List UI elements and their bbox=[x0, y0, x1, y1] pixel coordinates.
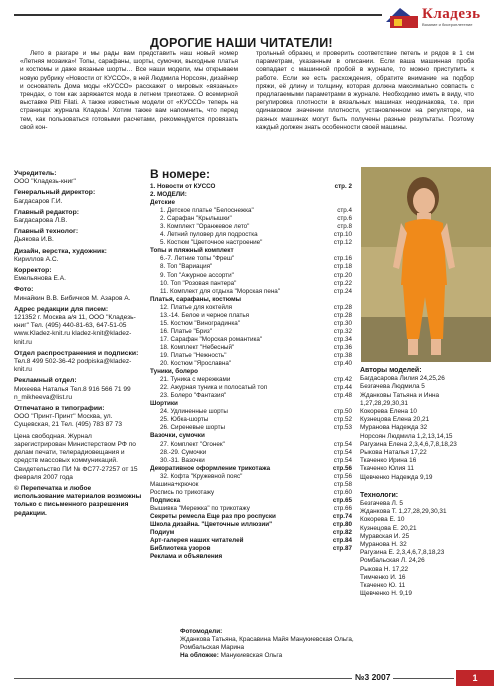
logo-text: Кладезь bbox=[422, 6, 481, 22]
toc-entry-title: 18. Комплект "Небесный" bbox=[160, 343, 235, 351]
toc-entry-title: 24. Удлиненные шорты bbox=[160, 408, 228, 416]
toc-entry-title: Библиотека узоров bbox=[150, 545, 211, 553]
author-entry: Ткаченко Юлия 11 bbox=[360, 465, 414, 473]
photo-credits bbox=[180, 628, 360, 660]
toc-entry bbox=[150, 312, 352, 320]
toc-entry-page: стр.56 bbox=[332, 464, 352, 472]
toc-entry-page: стр.40 bbox=[333, 360, 352, 368]
toc-entry bbox=[150, 497, 352, 505]
toc-entry bbox=[150, 424, 352, 432]
toc-entry bbox=[150, 545, 352, 553]
toc-entry-title: Подиум bbox=[150, 529, 175, 537]
technologist-entry: Безгачева Л. 5 bbox=[360, 500, 403, 508]
toc-entry-title: 22. Ажурная туника и полосатый топ bbox=[160, 384, 268, 392]
technologist-entry: Жданкова Т. 1,27,28,29,30,31 bbox=[360, 508, 447, 516]
imprint-text: Дьякова И.В. bbox=[14, 236, 54, 244]
toc-entry bbox=[150, 513, 352, 521]
imprint-block bbox=[14, 267, 142, 283]
toc-entry-page: стр.42 bbox=[333, 376, 352, 384]
toc-entry bbox=[150, 392, 352, 400]
technologist-entry: Тимченко И. 16 bbox=[360, 573, 406, 581]
toc-entry-title: Детские bbox=[150, 199, 176, 207]
logo-subtitle: Вязание и бисероплетение bbox=[422, 22, 473, 27]
toc-entry-page: стр.28 bbox=[333, 303, 352, 311]
toc-entry bbox=[150, 400, 352, 408]
toc-entry-title: 6.-7. Летние топы "Фреш" bbox=[160, 255, 235, 263]
cover-label: На обложке: bbox=[180, 652, 219, 659]
imprint-label: Адрес редакции для писем: bbox=[14, 305, 109, 313]
toc-entry-page: стр.74 bbox=[332, 512, 352, 520]
imprint-label: Корректор: bbox=[14, 267, 52, 275]
toc-entry-page: стр.6 bbox=[337, 215, 352, 223]
toc-entry bbox=[150, 481, 352, 489]
toc-entry-title: Туники, болеро bbox=[150, 368, 198, 376]
imprint-label: Главный технолог: bbox=[14, 228, 79, 236]
toc-entry-title: 9. Топ "Ажурное ассорти" bbox=[160, 271, 234, 279]
toc-entry bbox=[150, 449, 352, 457]
toc-entry bbox=[150, 344, 352, 352]
imprint-text: Багдасаров Г.И. bbox=[14, 197, 63, 205]
toc-entry-title: 11. Комплект для отдыха "Морская пена" bbox=[160, 287, 281, 295]
imprint-label: Фото: bbox=[14, 286, 34, 294]
imprint-label: Отдел распространения и подписки: bbox=[14, 349, 139, 357]
toc-entry bbox=[150, 537, 352, 545]
toc-entry-title: 21. Туника с мережками bbox=[160, 376, 231, 384]
imprint-block bbox=[14, 209, 142, 225]
toc-entry bbox=[150, 360, 352, 368]
technologist-entry: Ромбальская Л. 24,26 bbox=[360, 557, 425, 565]
toc-entry bbox=[150, 296, 352, 304]
toc-entry-title: 30.-31. Вазочки bbox=[160, 456, 205, 464]
models-names: Жданкова Татьяна, Красавина Майя Манукиевская Ольга, Ромбальская Марина bbox=[180, 636, 354, 651]
toc-entry bbox=[150, 255, 352, 263]
toc-entry-page: стр.18 bbox=[333, 263, 352, 271]
toc-entry-page: стр.54 bbox=[333, 448, 352, 456]
toc-entry-title: 28.-29. Сумочки bbox=[160, 448, 207, 456]
technologists-list bbox=[360, 500, 492, 598]
toc-entry bbox=[150, 441, 352, 449]
cover-name: Манукиевская Ольга bbox=[220, 652, 283, 659]
toc-entry bbox=[150, 183, 352, 191]
imprint-text: Кириллов А.С. bbox=[14, 255, 59, 263]
toc-entry-title: 10. Топ "Розовая пантера" bbox=[160, 279, 237, 287]
author-entry: Рагузина Елена 2,3,4,6,7,8,18,23 bbox=[360, 440, 457, 448]
imprint-text: Михеева Наталья Тел.8 916 566 71 99 n_mikheeva@list.ru bbox=[14, 385, 131, 401]
table-of-contents bbox=[150, 183, 352, 561]
toc-entry-title: 17. Сарафан "Морская романтика" bbox=[160, 335, 263, 343]
toc-entry bbox=[150, 457, 352, 465]
imprint-label: Генеральный директор: bbox=[14, 189, 96, 197]
toc-entry-page: стр.53 bbox=[333, 424, 352, 432]
toc-entry-title: 3. Комплект "Оранжевое лето" bbox=[160, 223, 250, 231]
toc-entry-page: стр.84 bbox=[332, 537, 352, 545]
toc-entry-title: 13.-14. Белое и черное платья bbox=[160, 311, 250, 319]
authors-list bbox=[360, 375, 492, 482]
imprint-text: Багдасарова Л.В. bbox=[14, 217, 68, 225]
toc-entry-title: 26. Сиреневые шорты bbox=[160, 424, 226, 432]
imprint-block bbox=[14, 405, 142, 430]
toc-entry-page: стр.65 bbox=[332, 496, 352, 504]
toc-entry-title: Вазочки, сумочки bbox=[150, 432, 205, 440]
imprint-column bbox=[14, 170, 142, 518]
toc-entry-page: стр.48 bbox=[333, 392, 352, 400]
toc-entry-title: 12. Платье для коктейля bbox=[160, 303, 233, 311]
authors-block bbox=[360, 367, 492, 598]
toc-entry-page: стр.12 bbox=[333, 239, 352, 247]
toc-entry bbox=[150, 489, 352, 497]
toc-entry bbox=[150, 231, 352, 239]
toc-entry bbox=[150, 416, 352, 424]
imprint-block bbox=[14, 189, 142, 205]
toc-entry-page: стр.82 bbox=[332, 529, 352, 537]
imprint-text: Тел.8 499 502-36-42 podpiska@kladez-knit.ru bbox=[14, 358, 132, 374]
toc-entry-title: 4. Летний пуловер для подростка bbox=[160, 231, 258, 239]
toc-entry-title: Машина+крючок bbox=[150, 480, 199, 488]
toc-entry-title: Платья, сарафаны, костюмы bbox=[150, 295, 242, 303]
toc-entry-title: Секреты ремесла Еще раз про роспуски bbox=[150, 512, 276, 520]
imprint-block bbox=[14, 170, 142, 186]
toc-entry-page: стр.16 bbox=[333, 255, 352, 263]
toc-entry-title: 8. Топ "Вариация" bbox=[160, 263, 213, 271]
author-entry: Муранова Надежда 32 bbox=[360, 424, 428, 432]
technologist-entry: Муранова Н. 32 bbox=[360, 541, 407, 549]
toc-entry-title: Декоративное оформление трикотажа bbox=[150, 464, 271, 472]
technologist-entry: Щевченко Н. 9,19 bbox=[360, 590, 412, 598]
imprint-text: ООО "Принт-Принт" Москва, ул. Сущевская, 21 Тел. (495) 783 87 73 bbox=[14, 413, 123, 429]
page-title: ДОРОГИЕ НАШИ ЧИТАТЕЛИ! bbox=[150, 36, 333, 50]
author-entry: Кузнецова Елена 20,21 bbox=[360, 416, 430, 424]
toc-entry-title: 15. Костюм "Виноградинка" bbox=[160, 319, 240, 327]
toc-entry-page: стр.22 bbox=[333, 279, 352, 287]
toc-entry bbox=[150, 304, 352, 312]
imprint-block bbox=[14, 306, 142, 347]
toc-entry bbox=[150, 215, 352, 223]
imprint-text: ООО "Кладезь-книг" bbox=[14, 178, 76, 186]
toc-entry-page: стр.54 bbox=[333, 456, 352, 464]
imprint-block bbox=[14, 350, 142, 375]
toc-entry bbox=[150, 376, 352, 384]
toc-entry-page: стр.87 bbox=[332, 545, 352, 553]
toc-entry-title: 19. Платье "Нежность" bbox=[160, 351, 227, 359]
imprint-block bbox=[14, 228, 142, 244]
toc-entry bbox=[150, 320, 352, 328]
imprint-text: Емельянова Е.А. bbox=[14, 275, 66, 283]
imprint-block bbox=[14, 248, 142, 264]
imprint-block bbox=[14, 286, 142, 302]
author-entry: Рыкова Наталья 17,22 bbox=[360, 449, 427, 457]
imprint-text: Минайкин В.В. Бибичков М. Азаров А. bbox=[14, 294, 131, 302]
toc-entry-title: Топы и пляжный комплект bbox=[150, 247, 234, 255]
toc-entry-title: 2. Сарафан "Крылышки" bbox=[160, 215, 232, 223]
toc-entry-title: 20. Костюм "Ярославна" bbox=[160, 360, 232, 368]
imprint-label: Дизайн, верстка, художник: bbox=[14, 247, 107, 255]
toc-entry bbox=[150, 432, 352, 440]
author-entry: Норсоян Людмила 1,2,13,14,15 bbox=[360, 432, 453, 440]
toc-entry bbox=[150, 465, 352, 473]
imprint-text: 121352 г. Москва а/я 11, ООО "Кладезь-книг" Тел. (495) 440-81-63, 647-51-05 www.Kladez-knit.ru kladez-knit@kladez-knit.ru bbox=[14, 314, 136, 346]
toc-entry-page: стр.80 bbox=[332, 520, 352, 528]
toc-entry bbox=[150, 384, 352, 392]
toc-entry bbox=[150, 529, 352, 537]
copyright-notice: © Перепечатка и любое использование материалов возможны только с письменного разрешения редакции. bbox=[14, 484, 142, 517]
toc-entry-page: стр.38 bbox=[333, 351, 352, 359]
toc-entry-page: стр.36 bbox=[333, 343, 352, 351]
toc-entry-title: 1. Новости от КУССО bbox=[150, 183, 216, 190]
models-heading: Фотомодели: bbox=[180, 628, 223, 635]
toc-entry bbox=[150, 199, 352, 207]
imprint-text: Цена свободная. Журнал зарегистрирован Министерством РФ по делам печати, телерадиовещания и средств массовых коммуникаций. Свидетельство ПИ № ФС77-27257 от 15 февраля 2007 года bbox=[14, 432, 138, 481]
toc-entry-title: Школа дизайна. "Цветочные иллюзии" bbox=[150, 520, 273, 528]
technologist-entry: Кузнецова Е. 20,21 bbox=[360, 524, 417, 532]
toc-entry bbox=[150, 272, 352, 280]
toc-entry-title: Вышивка "Мережка" по трикотажу bbox=[150, 504, 250, 512]
toc-entry-title: 2. МОДЕЛИ: bbox=[150, 191, 187, 199]
author-entry: 1,27,28,29,30,31 bbox=[360, 399, 408, 407]
author-entry: Багдасарова Лилия 24,25,26 bbox=[360, 375, 445, 383]
toc-entry-page: стр. 2 bbox=[334, 183, 352, 190]
technologist-entry: Рыкова Н. 17,22 bbox=[360, 565, 409, 573]
toc-entry-title: 23. Болеро "Фантазия" bbox=[160, 392, 227, 400]
toc-entry-page: стр.44 bbox=[333, 384, 352, 392]
technologist-entry: Рагузина Е. 2,3,4,6,7,8,18,23 bbox=[360, 549, 445, 557]
imprint-block bbox=[14, 433, 142, 482]
toc-entry-title: 27. Комплект "Огонек" bbox=[160, 440, 225, 448]
author-entry: Безгачева Людмила 5 bbox=[360, 383, 425, 391]
toc-entry-title: Реклама и объявления bbox=[150, 553, 223, 561]
toc-entry bbox=[150, 191, 352, 199]
author-entry: Ткаченко Ирина 16 bbox=[360, 457, 417, 465]
toc-entry-page: стр.24 bbox=[333, 287, 352, 295]
toc-entry-page: стр.8 bbox=[337, 223, 352, 231]
toc-entry bbox=[150, 263, 352, 271]
toc-entry-page: стр.34 bbox=[333, 335, 352, 343]
toc-entry bbox=[150, 288, 352, 296]
toc-entry-page: стр.30 bbox=[333, 319, 352, 327]
toc-entry-page: стр.20 bbox=[333, 271, 352, 279]
toc-entry-page: стр.32 bbox=[333, 327, 352, 335]
cover-photo bbox=[361, 167, 491, 362]
toc-entry bbox=[150, 553, 352, 561]
toc-entry-title: Подписка bbox=[150, 496, 181, 504]
imprint-label: Отпечатано в типографии: bbox=[14, 405, 105, 413]
toc-entry bbox=[150, 505, 352, 513]
toc-entry bbox=[150, 521, 352, 529]
toc-entry-page: стр.4 bbox=[337, 207, 352, 215]
toc-entry-page: стр.52 bbox=[333, 416, 352, 424]
toc-entry bbox=[150, 207, 352, 215]
technologists-heading: Технологи: bbox=[360, 491, 399, 499]
toc-entry bbox=[150, 247, 352, 255]
toc-entry-page: стр.50 bbox=[333, 408, 352, 416]
toc-entry-title: 32. Кофта "Кружевной пояс" bbox=[160, 472, 243, 480]
toc-entry-title: Арт-галерея наших читателей bbox=[150, 537, 244, 545]
technologist-entry: Ткаченко Ю. 11 bbox=[360, 582, 406, 590]
imprint-label: Учредитель: bbox=[14, 170, 57, 177]
toc-entry-page: стр.60 bbox=[333, 488, 352, 496]
toc-entry-title: 25. Юбка-шорты bbox=[160, 416, 209, 424]
imprint-block bbox=[14, 377, 142, 402]
page-number: 1 bbox=[456, 670, 494, 686]
toc-entry bbox=[150, 328, 352, 336]
imprint-label: Главный редактор: bbox=[14, 208, 80, 216]
toc-entry-title: Шортики bbox=[150, 400, 178, 408]
toc-entry-title: 16. Платье "Бриз" bbox=[160, 327, 212, 335]
toc-entry-title: 1. Детское платье "Белоснежка" bbox=[160, 207, 254, 215]
top-rule bbox=[14, 14, 382, 16]
toc-entry-page: стр.28 bbox=[333, 311, 352, 319]
toc-entry-page: стр.58 bbox=[333, 480, 352, 488]
toc-entry-page: стр.56 bbox=[333, 472, 352, 480]
toc-title: В номере: bbox=[150, 167, 210, 181]
imprint-label: Рекламный отдел: bbox=[14, 377, 77, 385]
technologist-entry: Кокорева Е. 10 bbox=[360, 516, 405, 524]
intro-left-column: Лето в разгаре и мы рады вам представить наш новый номер «Летняя мозаика»! Топы, сарафаны, шорты, сумочки, выходные платья и костюмы и даже вязаные шорты… Все наши модели, мы открываем новую рубрику «Новости от КУССО», в ней Людмила Норсоян, дизайнер и основатель Дома моды «КУССО» расскажет о мировых «вязаных» трендах, о том как заряжается мода в летнем трикотаже. О всемирной выставке Pitti Filati. А также известные модели от «КУССО» теперь на страницах журнала Кладезь! Хотим также вам напомнить, что перед тем, как пользоваться готовыми расчетами, рекомендуется провязать свой кон- bbox=[20, 50, 238, 131]
toc-entry-page: стр.54 bbox=[333, 440, 352, 448]
issue-number: №3 2007 bbox=[352, 672, 393, 682]
authors-heading: Авторы моделей: bbox=[360, 367, 422, 374]
toc-entry-page: стр.66 bbox=[333, 504, 352, 512]
author-entry: Щевченко Надежда 9,19 bbox=[360, 473, 433, 481]
toc-entry bbox=[150, 368, 352, 376]
author-entry: Кокорева Елена 10 bbox=[360, 408, 417, 416]
toc-entry bbox=[150, 473, 352, 481]
toc-entry bbox=[150, 336, 352, 344]
toc-entry bbox=[150, 352, 352, 360]
technologist-entry: Муравская И. 25 bbox=[360, 532, 410, 540]
intro-right-column: трольный образец и проверить соответствие петель и рядов в 1 см параметрам, указанным в описании. Если ваша машинная проба совпадает с машинной пробой в журнале, то можно приступить к работе. Если же есть расхождения, обратите внимание на подбор пряжи, её длину и толщину, которая должна максимально совпасть с предлагаемыми параметрами в журнале. Необходимо иметь в виду, что регулировка плотности в вязальных машинах неодинакова, т.е. при одинаковом значении плотности, установленном на регуляторе, на разных машинах могут быть получены разные результаты. Поэтому каждый должен знать особенности своей машины. bbox=[256, 50, 474, 131]
author-entry: Жданковы Татьяна и Инна bbox=[360, 391, 440, 399]
toc-entry-page: стр.10 bbox=[333, 231, 352, 239]
toc-entry-title: Роспись по трикотажу bbox=[150, 488, 215, 496]
toc-entry bbox=[150, 280, 352, 288]
toc-entry-title: 5. Костюм "Цветочное настроение" bbox=[160, 239, 263, 247]
